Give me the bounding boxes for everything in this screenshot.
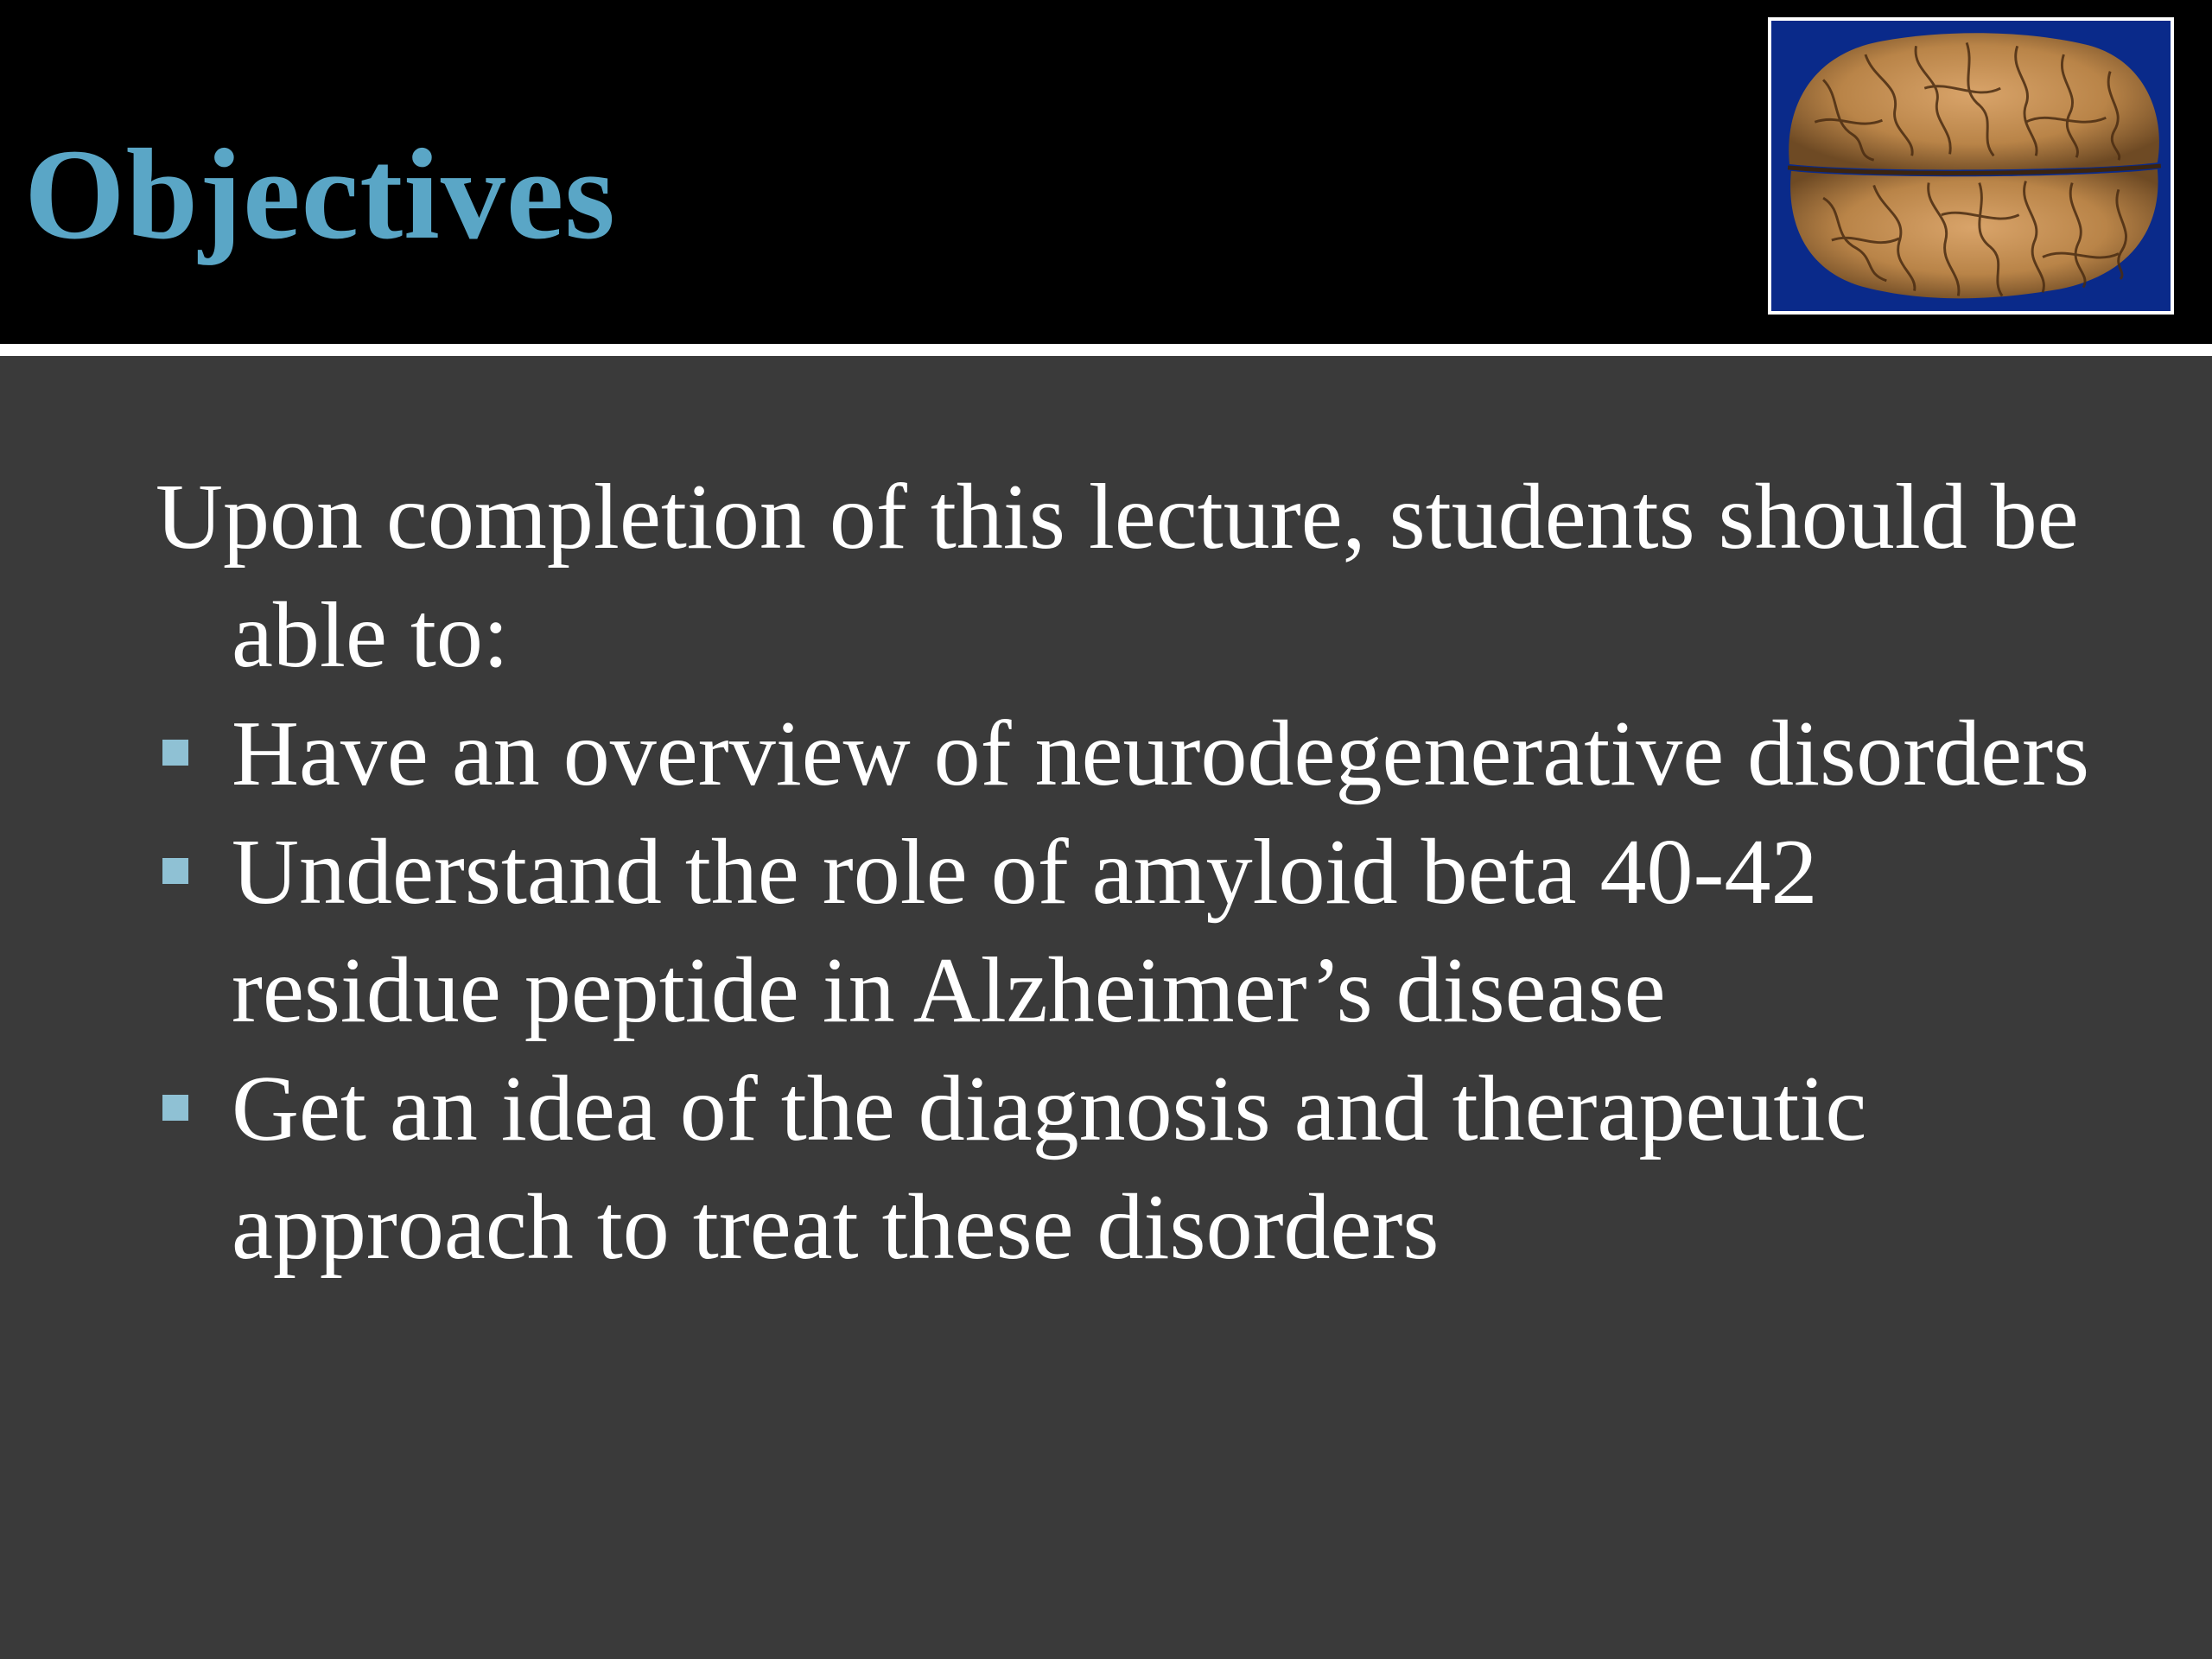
objectives-list [156,695,2108,1287]
objective-text: Have an overview of neurodegenerative disorders [232,702,2090,805]
intro-text: Upon completion of this lecture, students should be able to: [156,466,2079,687]
square-bullet-icon [162,740,188,766]
objective-item [156,813,2108,1050]
objective-text: Understand the role of amyloid beta 40-42 residue peptide in Alzheimer’s disease [232,821,1818,1042]
square-bullet-icon [162,1095,188,1121]
square-bullet-icon [162,858,188,884]
brain-illustration-icon [1771,21,2171,311]
objective-text: Get an idea of the diagnosis and therapeutic approach to treat these disorders [232,1058,1867,1279]
header-divider [0,344,2212,356]
brain-photo [1768,17,2174,315]
slide-title: Objectives [24,123,616,266]
objective-item [156,1050,2108,1287]
slide-body [156,458,2108,1287]
objective-item [156,695,2108,813]
